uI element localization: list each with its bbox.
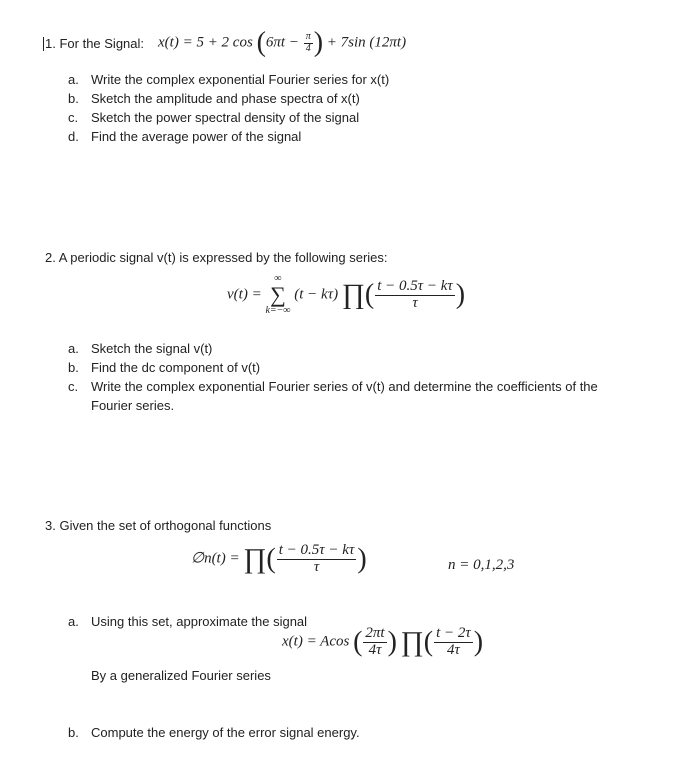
p1-left-paren: ( bbox=[256, 27, 266, 58]
p3-by-line: By a generalized Fourier series bbox=[91, 668, 271, 683]
problem-1-label: For the Signal: bbox=[59, 36, 145, 51]
p3-rect-fraction: $\frac{t - 0.5\tau - k\tau}{\tau}$ bbox=[278, 542, 355, 575]
p2-eq-lhs: v(t) = bbox=[227, 286, 262, 303]
p1-right-paren: ) bbox=[313, 27, 324, 58]
p1-pi-over-4: $\frac{\pi}{4}$ bbox=[305, 31, 311, 54]
p2-summation: ∞ ∑ k=−∞ bbox=[265, 273, 291, 316]
p3-signal-product-symbol: ∏ bbox=[400, 626, 424, 658]
p2-eq-term: (t − kτ) bbox=[294, 286, 339, 303]
p1-eq-rhs: + 7sin (12πt) bbox=[326, 34, 407, 51]
p2-product-symbol: ∏ bbox=[341, 279, 365, 310]
p3-rect-argument: $\frac{t - 2\tau}{4\tau}$ bbox=[436, 625, 471, 658]
p3-product-symbol: ∏ bbox=[243, 543, 267, 575]
problem-2-intro: 2. A periodic signal v(t) is expressed by the following series: bbox=[45, 250, 388, 265]
text-cursor bbox=[43, 37, 44, 51]
problem-2-equation: v(t) = ∞ ∑ k=−∞ (t − kτ) ∏( $\frac{t - 0.5\tau - k\tau}{\tau}$ ) bbox=[227, 273, 466, 316]
problem-3-basis-equation: ∅n(t) = ∏( $\frac{t - 0.5\tau - k\tau}{\tau}$ ) bbox=[191, 542, 367, 575]
problem-3-intro: 3. Given the set of orthogonal functions bbox=[45, 518, 272, 533]
p2-rect-fraction: $\frac{t - 0.5\tau - k\tau}{\tau}$ bbox=[377, 277, 453, 311]
problem-1-heading bbox=[45, 36, 144, 51]
problem-1-number: 1. bbox=[45, 36, 56, 51]
p2-item-c-continued: Fourier series. bbox=[91, 398, 175, 413]
p3-basis-lhs: ∅n(t) = bbox=[191, 550, 240, 567]
p1-eq-lhs: x(t) = 5 + 2 cos bbox=[158, 34, 253, 51]
p3-signal-equation: x(t) = Acos ( $\frac{2\pi t}{4\tau}$ ) ∏( $\frac{t - 2\tau}{4\tau}$ ) bbox=[282, 625, 484, 658]
problem-1-equation bbox=[158, 29, 406, 57]
p3-index-range: n = 0,1,2,3 bbox=[448, 557, 515, 573]
p3-cos-argument: $\frac{2\pi t}{4\tau}$ bbox=[365, 625, 385, 658]
p3-signal-lhs: x(t) = Acos bbox=[282, 633, 350, 650]
p1-eq-arg: 6πt − bbox=[265, 34, 299, 51]
